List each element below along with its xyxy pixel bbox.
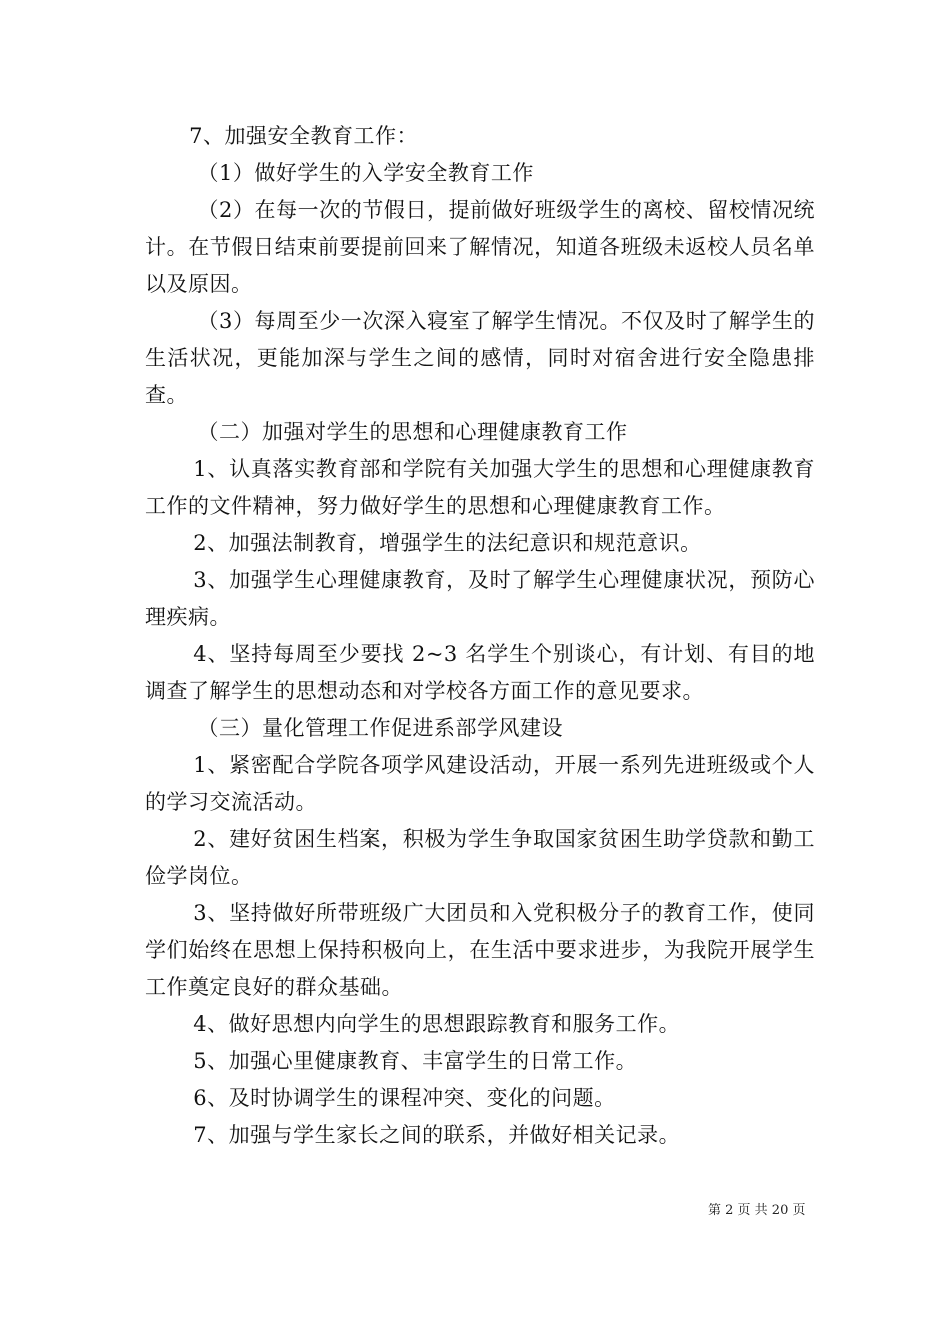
document-body (145, 118, 815, 1154)
paragraph: 7、加强与学生家长之间的联系，并做好相关记录。 (193, 1123, 681, 1147)
paragraph: 3、坚持做好所带班级广大团员和入党积极分子的教育工作，使同学们始终在思想上保持积极向上，在生活中要求进步，为我院开展学生工作奠定良好的群众基础。 (145, 901, 815, 999)
paragraph: 7、加强安全教育工作： (189, 124, 418, 148)
paragraph: 6、及时协调学生的课程冲突、变化的问题。 (193, 1086, 616, 1110)
paragraph: （2）在每一次的节假日，提前做好班级学生的离校、留校情况统计。在节假日结束前要提前回来了解情况，知道各班级未返校人员名单以及原因。 (145, 198, 815, 296)
paragraph: （1）做好学生的入学安全教育工作 (197, 161, 534, 185)
paragraph: 4、做好思想内向学生的思想跟踪教育和服务工作。 (193, 1012, 681, 1036)
paragraph: 2、加强法制教育，增强学生的法纪意识和规范意识。 (193, 531, 702, 555)
section-heading: （三）量化管理工作促进系部学风建设 (197, 716, 563, 740)
paragraph: 4、坚持每周至少要找 2~3 名学生个别谈心，有计划、有目的地调查了解学生的思想动态和对学校各方面工作的意见要求。 (145, 642, 815, 703)
paragraph: 2、建好贫困生档案，积极为学生争取国家贫困生助学贷款和勤工俭学岗位。 (145, 827, 815, 888)
paragraph: 1、紧密配合学院各项学风建设活动，开展一系列先进班级或个人的学习交流活动。 (145, 753, 815, 814)
section-heading: （二）加强对学生的思想和心理健康教育工作 (197, 420, 628, 444)
page-number-footer: 第 2 页 共 20 页 (708, 1203, 806, 1218)
paragraph: 3、加强学生心理健康教育，及时了解学生心理健康状况，预防心理疾病。 (145, 568, 815, 629)
paragraph: （3）每周至少一次深入寝室了解学生情况。不仅及时了解学生的生活状况，更能加深与学生之间的感情，同时对宿舍进行安全隐患排查。 (145, 309, 815, 407)
paragraph: 1、认真落实教育部和学院有关加强大学生的思想和心理健康教育工作的文件精神，努力做好学生的思想和心理健康教育工作。 (145, 457, 815, 518)
paragraph: 5、加强心里健康教育、丰富学生的日常工作。 (193, 1049, 638, 1073)
